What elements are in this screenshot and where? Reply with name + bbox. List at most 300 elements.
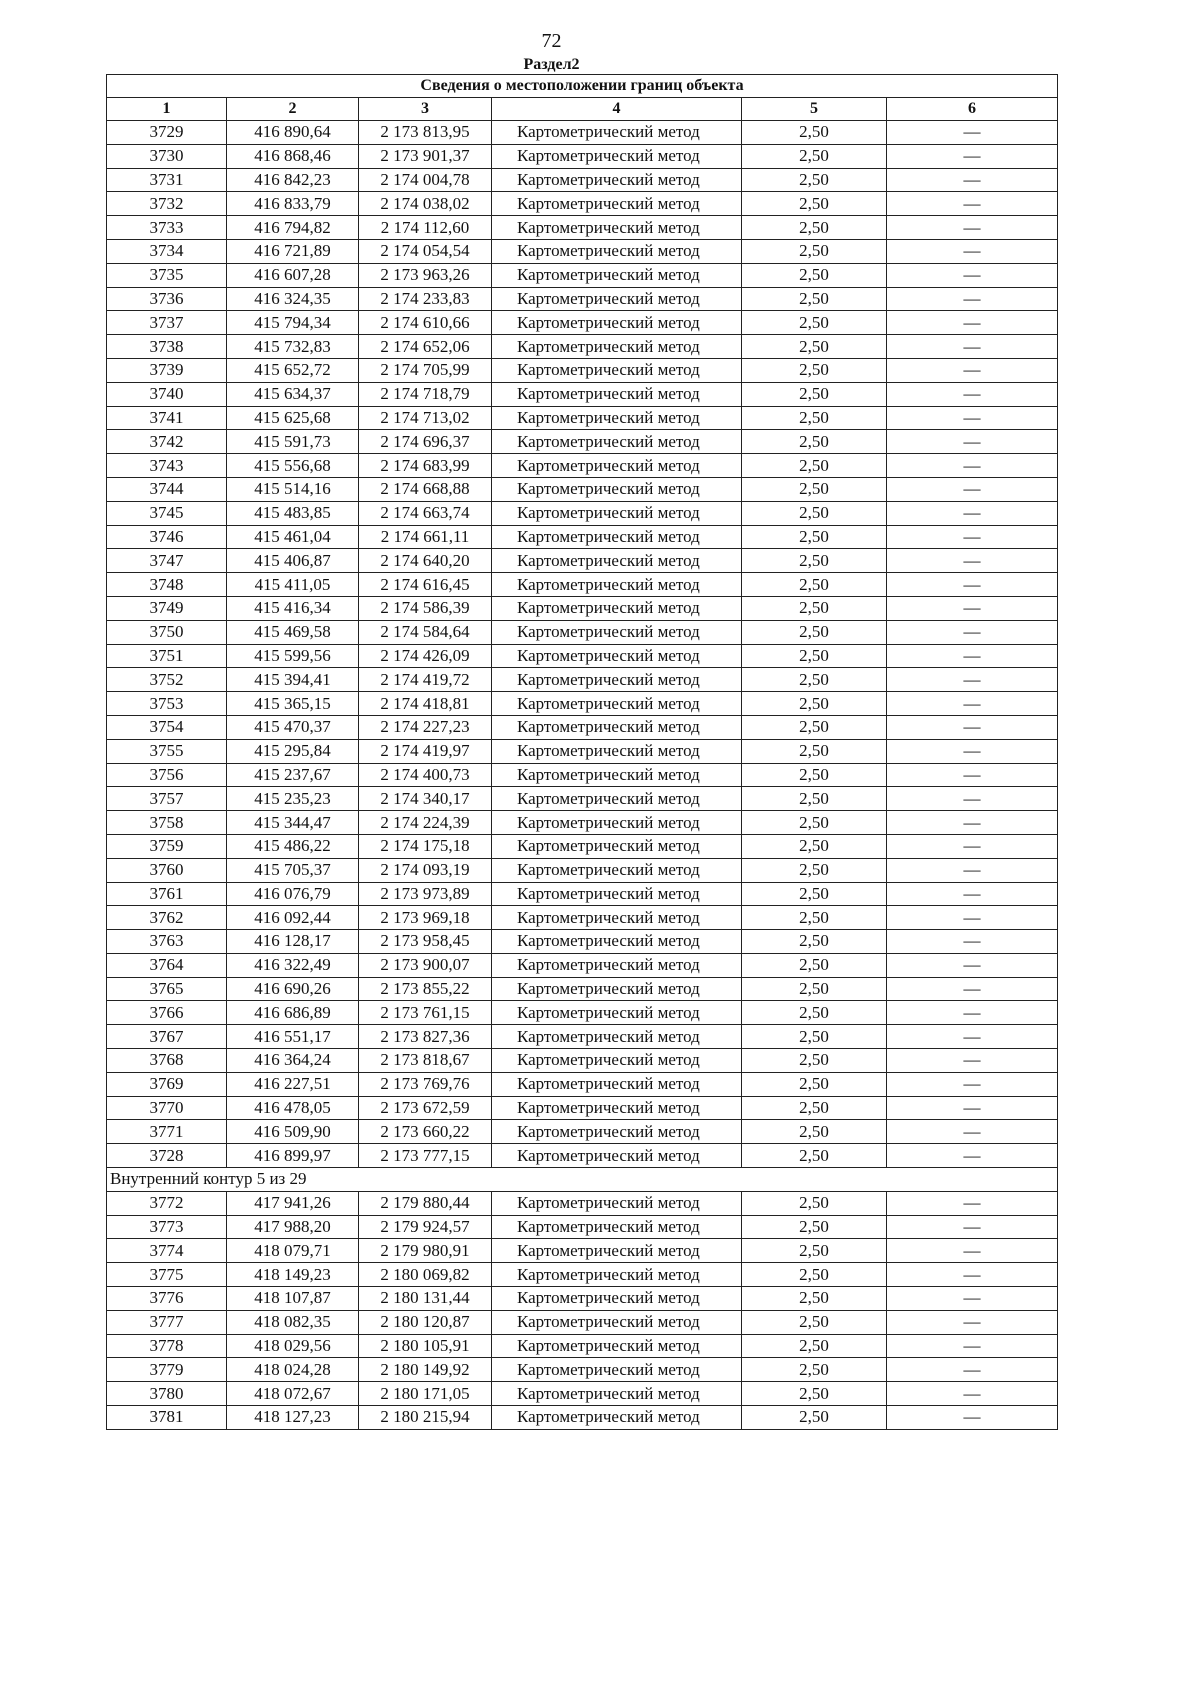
note-cell: —	[887, 358, 1058, 382]
accuracy-cell: 2,50	[742, 930, 887, 954]
method-cell: Картометрический метод	[492, 763, 742, 787]
y-coordinate-cell: 2 174 224,39	[359, 811, 492, 835]
x-coordinate-cell: 415 652,72	[227, 358, 359, 382]
method-cell: Картометрический метод	[492, 858, 742, 882]
y-coordinate-cell: 2 174 640,20	[359, 549, 492, 573]
y-coordinate-cell: 2 174 668,88	[359, 477, 492, 501]
note-cell: —	[887, 1263, 1058, 1287]
point-number-cell: 3732	[107, 192, 227, 216]
note-cell: —	[887, 1144, 1058, 1168]
x-coordinate-cell: 418 127,23	[227, 1406, 359, 1430]
x-coordinate-cell: 416 324,35	[227, 287, 359, 311]
point-number-cell: 3777	[107, 1310, 227, 1334]
contour-row	[107, 1168, 1058, 1192]
x-coordinate-cell: 415 794,34	[227, 311, 359, 335]
y-coordinate-cell: 2 179 880,44	[359, 1191, 492, 1215]
x-coordinate-cell: 418 107,87	[227, 1287, 359, 1311]
note-cell: —	[887, 668, 1058, 692]
accuracy-cell: 2,50	[742, 525, 887, 549]
accuracy-cell: 2,50	[742, 1334, 887, 1358]
method-cell: Картометрический метод	[492, 644, 742, 668]
point-number-cell: 3743	[107, 454, 227, 478]
point-number-cell: 3761	[107, 882, 227, 906]
point-number-cell: 3729	[107, 121, 227, 145]
x-coordinate-cell: 415 295,84	[227, 739, 359, 763]
column-header: 2	[227, 98, 359, 121]
note-cell: —	[887, 1239, 1058, 1263]
method-cell: Картометрический метод	[492, 811, 742, 835]
x-coordinate-cell: 415 625,68	[227, 406, 359, 430]
accuracy-cell: 2,50	[742, 1001, 887, 1025]
note-cell: —	[887, 1382, 1058, 1406]
method-cell: Картометрический метод	[492, 1049, 742, 1073]
accuracy-cell: 2,50	[742, 549, 887, 573]
table-row	[107, 263, 1058, 287]
accuracy-cell: 2,50	[742, 1310, 887, 1334]
method-cell: Картометрический метод	[492, 787, 742, 811]
table-row	[107, 1334, 1058, 1358]
accuracy-cell: 2,50	[742, 1120, 887, 1144]
table-body-part1	[107, 121, 1058, 1168]
column-header-row	[107, 98, 1058, 121]
accuracy-cell: 2,50	[742, 906, 887, 930]
method-cell: Картометрический метод	[492, 121, 742, 145]
y-coordinate-cell: 2 174 696,37	[359, 430, 492, 454]
point-number-cell: 3773	[107, 1215, 227, 1239]
accuracy-cell: 2,50	[742, 1239, 887, 1263]
table-row	[107, 430, 1058, 454]
method-cell: Картометрический метод	[492, 834, 742, 858]
note-cell: —	[887, 1072, 1058, 1096]
point-number-cell: 3741	[107, 406, 227, 430]
accuracy-cell: 2,50	[742, 501, 887, 525]
x-coordinate-cell: 416 868,46	[227, 144, 359, 168]
x-coordinate-cell: 415 732,83	[227, 335, 359, 359]
table-row	[107, 573, 1058, 597]
table-body-part2	[107, 1191, 1058, 1429]
y-coordinate-cell: 2 173 777,15	[359, 1144, 492, 1168]
method-cell: Картометрический метод	[492, 1144, 742, 1168]
method-cell: Картометрический метод	[492, 692, 742, 716]
point-number-cell: 3770	[107, 1096, 227, 1120]
note-cell: —	[887, 1049, 1058, 1073]
method-cell: Картометрический метод	[492, 1310, 742, 1334]
point-number-cell: 3756	[107, 763, 227, 787]
method-cell: Картометрический метод	[492, 620, 742, 644]
x-coordinate-cell: 418 079,71	[227, 1239, 359, 1263]
note-cell: —	[887, 287, 1058, 311]
y-coordinate-cell: 2 174 610,66	[359, 311, 492, 335]
note-cell: —	[887, 1215, 1058, 1239]
point-number-cell: 3776	[107, 1287, 227, 1311]
y-coordinate-cell: 2 180 069,82	[359, 1263, 492, 1287]
note-cell: —	[887, 1191, 1058, 1215]
y-coordinate-cell: 2 173 901,37	[359, 144, 492, 168]
note-cell: —	[887, 596, 1058, 620]
table-row	[107, 953, 1058, 977]
table-row	[107, 1310, 1058, 1334]
y-coordinate-cell: 2 173 761,15	[359, 1001, 492, 1025]
table-row	[107, 1120, 1058, 1144]
note-cell: —	[887, 1406, 1058, 1430]
x-coordinate-cell: 415 470,37	[227, 715, 359, 739]
y-coordinate-cell: 2 173 818,67	[359, 1049, 492, 1073]
table-row	[107, 1358, 1058, 1382]
table-row	[107, 549, 1058, 573]
point-number-cell: 3750	[107, 620, 227, 644]
accuracy-cell: 2,50	[742, 858, 887, 882]
x-coordinate-cell: 416 899,97	[227, 1144, 359, 1168]
table-row	[107, 1001, 1058, 1025]
point-number-cell: 3740	[107, 382, 227, 406]
table-row	[107, 311, 1058, 335]
table-row	[107, 406, 1058, 430]
point-number-cell: 3742	[107, 430, 227, 454]
table-row	[107, 930, 1058, 954]
x-coordinate-cell: 418 024,28	[227, 1358, 359, 1382]
note-cell: —	[887, 1334, 1058, 1358]
y-coordinate-cell: 2 174 419,97	[359, 739, 492, 763]
x-coordinate-cell: 416 686,89	[227, 1001, 359, 1025]
x-coordinate-cell: 416 478,05	[227, 1096, 359, 1120]
method-cell: Картометрический метод	[492, 953, 742, 977]
section-title: Раздел2	[523, 56, 580, 73]
x-coordinate-cell: 416 322,49	[227, 953, 359, 977]
note-cell: —	[887, 477, 1058, 501]
point-number-cell: 3763	[107, 930, 227, 954]
y-coordinate-cell: 2 174 586,39	[359, 596, 492, 620]
note-cell: —	[887, 906, 1058, 930]
y-coordinate-cell: 2 180 171,05	[359, 1382, 492, 1406]
y-coordinate-cell: 2 174 718,79	[359, 382, 492, 406]
x-coordinate-cell: 416 721,89	[227, 239, 359, 263]
x-coordinate-cell: 415 416,34	[227, 596, 359, 620]
point-number-cell: 3744	[107, 477, 227, 501]
point-number-cell: 3768	[107, 1049, 227, 1073]
method-cell: Картометрический метод	[492, 192, 742, 216]
table-row	[107, 216, 1058, 240]
point-number-cell: 3762	[107, 906, 227, 930]
method-cell: Картометрический метод	[492, 477, 742, 501]
point-number-cell: 3767	[107, 1025, 227, 1049]
accuracy-cell: 2,50	[742, 596, 887, 620]
x-coordinate-cell: 415 469,58	[227, 620, 359, 644]
table-row	[107, 739, 1058, 763]
x-coordinate-cell: 415 486,22	[227, 834, 359, 858]
method-cell: Картометрический метод	[492, 1191, 742, 1215]
method-cell: Картометрический метод	[492, 1382, 742, 1406]
point-number-cell: 3733	[107, 216, 227, 240]
method-cell: Картометрический метод	[492, 335, 742, 359]
table-row	[107, 715, 1058, 739]
y-coordinate-cell: 2 173 963,26	[359, 263, 492, 287]
point-number-cell: 3781	[107, 1406, 227, 1430]
table-row	[107, 168, 1058, 192]
note-cell: —	[887, 787, 1058, 811]
x-coordinate-cell: 418 082,35	[227, 1310, 359, 1334]
y-coordinate-cell: 2 174 340,17	[359, 787, 492, 811]
x-coordinate-cell: 415 591,73	[227, 430, 359, 454]
point-number-cell: 3764	[107, 953, 227, 977]
point-number-cell: 3730	[107, 144, 227, 168]
accuracy-cell: 2,50	[742, 620, 887, 644]
x-coordinate-cell: 416 690,26	[227, 977, 359, 1001]
y-coordinate-cell: 2 173 660,22	[359, 1120, 492, 1144]
method-cell: Картометрический метод	[492, 144, 742, 168]
point-number-cell: 3778	[107, 1334, 227, 1358]
table-row	[107, 1287, 1058, 1311]
accuracy-cell: 2,50	[742, 239, 887, 263]
note-cell: —	[887, 811, 1058, 835]
method-cell: Картометрический метод	[492, 882, 742, 906]
note-cell: —	[887, 216, 1058, 240]
y-coordinate-cell: 2 180 105,91	[359, 1334, 492, 1358]
x-coordinate-cell: 415 235,23	[227, 787, 359, 811]
y-coordinate-cell: 2 174 616,45	[359, 573, 492, 597]
y-coordinate-cell: 2 174 652,06	[359, 335, 492, 359]
method-cell: Картометрический метод	[492, 216, 742, 240]
table-row	[107, 1263, 1058, 1287]
point-number-cell: 3775	[107, 1263, 227, 1287]
point-number-cell: 3769	[107, 1072, 227, 1096]
point-number-cell: 3755	[107, 739, 227, 763]
method-cell: Картометрический метод	[492, 430, 742, 454]
y-coordinate-cell: 2 180 215,94	[359, 1406, 492, 1430]
point-number-cell: 3771	[107, 1120, 227, 1144]
accuracy-cell: 2,50	[742, 834, 887, 858]
method-cell: Картометрический метод	[492, 1215, 742, 1239]
accuracy-cell: 2,50	[742, 692, 887, 716]
method-cell: Картометрический метод	[492, 739, 742, 763]
table-row	[107, 787, 1058, 811]
y-coordinate-cell: 2 173 973,89	[359, 882, 492, 906]
accuracy-cell: 2,50	[742, 977, 887, 1001]
accuracy-cell: 2,50	[742, 811, 887, 835]
method-cell: Картометрический метод	[492, 1334, 742, 1358]
y-coordinate-cell: 2 173 969,18	[359, 906, 492, 930]
y-coordinate-cell: 2 173 769,76	[359, 1072, 492, 1096]
y-coordinate-cell: 2 180 131,44	[359, 1287, 492, 1311]
table-row	[107, 644, 1058, 668]
y-coordinate-cell: 2 179 980,91	[359, 1239, 492, 1263]
accuracy-cell: 2,50	[742, 1144, 887, 1168]
table-row	[107, 1215, 1058, 1239]
method-cell: Картометрический метод	[492, 1120, 742, 1144]
y-coordinate-cell: 2 174 054,54	[359, 239, 492, 263]
method-cell: Картометрический метод	[492, 168, 742, 192]
x-coordinate-cell: 416 551,17	[227, 1025, 359, 1049]
y-coordinate-cell: 2 174 584,64	[359, 620, 492, 644]
note-cell: —	[887, 525, 1058, 549]
note-cell: —	[887, 382, 1058, 406]
method-cell: Картометрический метод	[492, 358, 742, 382]
x-coordinate-cell: 415 556,68	[227, 454, 359, 478]
x-coordinate-cell: 418 029,56	[227, 1334, 359, 1358]
x-coordinate-cell: 417 988,20	[227, 1215, 359, 1239]
x-coordinate-cell: 416 092,44	[227, 906, 359, 930]
y-coordinate-cell: 2 173 827,36	[359, 1025, 492, 1049]
accuracy-cell: 2,50	[742, 1049, 887, 1073]
table-row	[107, 454, 1058, 478]
accuracy-cell: 2,50	[742, 406, 887, 430]
method-cell: Картометрический метод	[492, 930, 742, 954]
accuracy-cell: 2,50	[742, 192, 887, 216]
table-row	[107, 811, 1058, 835]
accuracy-cell: 2,50	[742, 1191, 887, 1215]
accuracy-cell: 2,50	[742, 953, 887, 977]
note-cell: —	[887, 454, 1058, 478]
method-cell: Картометрический метод	[492, 239, 742, 263]
x-coordinate-cell: 415 237,67	[227, 763, 359, 787]
x-coordinate-cell: 416 364,24	[227, 1049, 359, 1073]
accuracy-cell: 2,50	[742, 1406, 887, 1430]
table-row	[107, 1406, 1058, 1430]
note-cell: —	[887, 1096, 1058, 1120]
note-cell: —	[887, 644, 1058, 668]
note-cell: —	[887, 692, 1058, 716]
note-cell: —	[887, 406, 1058, 430]
accuracy-cell: 2,50	[742, 216, 887, 240]
method-cell: Картометрический метод	[492, 454, 742, 478]
accuracy-cell: 2,50	[742, 1096, 887, 1120]
accuracy-cell: 2,50	[742, 715, 887, 739]
table-row	[107, 620, 1058, 644]
accuracy-cell: 2,50	[742, 787, 887, 811]
y-coordinate-cell: 2 173 813,95	[359, 121, 492, 145]
page-number: 72	[541, 30, 562, 52]
y-coordinate-cell: 2 179 924,57	[359, 1215, 492, 1239]
point-number-cell: 3766	[107, 1001, 227, 1025]
note-cell: —	[887, 1025, 1058, 1049]
y-coordinate-cell: 2 180 120,87	[359, 1310, 492, 1334]
note-cell: —	[887, 1358, 1058, 1382]
accuracy-cell: 2,50	[742, 1287, 887, 1311]
point-number-cell: 3751	[107, 644, 227, 668]
accuracy-cell: 2,50	[742, 1358, 887, 1382]
table-row	[107, 692, 1058, 716]
x-coordinate-cell: 415 705,37	[227, 858, 359, 882]
note-cell: —	[887, 144, 1058, 168]
accuracy-cell: 2,50	[742, 1025, 887, 1049]
note-cell: —	[887, 953, 1058, 977]
method-cell: Картометрический метод	[492, 596, 742, 620]
method-cell: Картометрический метод	[492, 287, 742, 311]
note-cell: —	[887, 335, 1058, 359]
point-number-cell: 3779	[107, 1358, 227, 1382]
note-cell: —	[887, 573, 1058, 597]
method-cell: Картометрический метод	[492, 501, 742, 525]
note-cell: —	[887, 977, 1058, 1001]
note-cell: —	[887, 930, 1058, 954]
table-row	[107, 1239, 1058, 1263]
accuracy-cell: 2,50	[742, 144, 887, 168]
method-cell: Картометрический метод	[492, 311, 742, 335]
table-row	[107, 906, 1058, 930]
accuracy-cell: 2,50	[742, 668, 887, 692]
table-row	[107, 1072, 1058, 1096]
point-number-cell: 3752	[107, 668, 227, 692]
method-cell: Картометрический метод	[492, 1239, 742, 1263]
accuracy-cell: 2,50	[742, 739, 887, 763]
method-cell: Картометрический метод	[492, 715, 742, 739]
x-coordinate-cell: 417 941,26	[227, 1191, 359, 1215]
table-row	[107, 882, 1058, 906]
x-coordinate-cell: 416 842,23	[227, 168, 359, 192]
method-cell: Картометрический метод	[492, 1072, 742, 1096]
accuracy-cell: 2,50	[742, 1263, 887, 1287]
y-coordinate-cell: 2 174 004,78	[359, 168, 492, 192]
method-cell: Картометрический метод	[492, 1025, 742, 1049]
table-row	[107, 525, 1058, 549]
y-coordinate-cell: 2 174 227,23	[359, 715, 492, 739]
point-number-cell: 3749	[107, 596, 227, 620]
accuracy-cell: 2,50	[742, 573, 887, 597]
x-coordinate-cell: 418 072,67	[227, 1382, 359, 1406]
table-row	[107, 834, 1058, 858]
y-coordinate-cell: 2 174 663,74	[359, 501, 492, 525]
point-number-cell: 3772	[107, 1191, 227, 1215]
y-coordinate-cell: 2 174 705,99	[359, 358, 492, 382]
y-coordinate-cell: 2 174 683,99	[359, 454, 492, 478]
table-row	[107, 1191, 1058, 1215]
table-row	[107, 192, 1058, 216]
contour-label: Внутренний контур 5 из 29	[107, 1168, 1058, 1192]
note-cell: —	[887, 882, 1058, 906]
x-coordinate-cell: 416 890,64	[227, 121, 359, 145]
y-coordinate-cell: 2 174 418,81	[359, 692, 492, 716]
x-coordinate-cell: 415 461,04	[227, 525, 359, 549]
note-cell: —	[887, 739, 1058, 763]
y-coordinate-cell: 2 180 149,92	[359, 1358, 492, 1382]
column-header: 3	[359, 98, 492, 121]
note-cell: —	[887, 239, 1058, 263]
point-number-cell: 3739	[107, 358, 227, 382]
accuracy-cell: 2,50	[742, 358, 887, 382]
table-row	[107, 668, 1058, 692]
note-cell: —	[887, 834, 1058, 858]
method-cell: Картометрический метод	[492, 668, 742, 692]
method-cell: Картометрический метод	[492, 977, 742, 1001]
y-coordinate-cell: 2 174 038,02	[359, 192, 492, 216]
note-cell: —	[887, 263, 1058, 287]
y-coordinate-cell: 2 174 233,83	[359, 287, 492, 311]
point-number-cell: 3748	[107, 573, 227, 597]
table-row	[107, 1382, 1058, 1406]
table-title: Сведения о местоположении границ объекта	[107, 75, 1058, 98]
point-number-cell: 3754	[107, 715, 227, 739]
accuracy-cell: 2,50	[742, 382, 887, 406]
table-row	[107, 1144, 1058, 1168]
table-row	[107, 1096, 1058, 1120]
y-coordinate-cell: 2 174 093,19	[359, 858, 492, 882]
table-row	[107, 358, 1058, 382]
accuracy-cell: 2,50	[742, 477, 887, 501]
x-coordinate-cell: 418 149,23	[227, 1263, 359, 1287]
note-cell: —	[887, 192, 1058, 216]
method-cell: Картометрический метод	[492, 1001, 742, 1025]
note-cell: —	[887, 1310, 1058, 1334]
y-coordinate-cell: 2 174 400,73	[359, 763, 492, 787]
point-number-cell: 3731	[107, 168, 227, 192]
column-header: 6	[887, 98, 1058, 121]
note-cell: —	[887, 620, 1058, 644]
note-cell: —	[887, 549, 1058, 573]
table-row	[107, 382, 1058, 406]
note-cell: —	[887, 715, 1058, 739]
y-coordinate-cell: 2 174 112,60	[359, 216, 492, 240]
point-number-cell: 3737	[107, 311, 227, 335]
method-cell: Картометрический метод	[492, 549, 742, 573]
